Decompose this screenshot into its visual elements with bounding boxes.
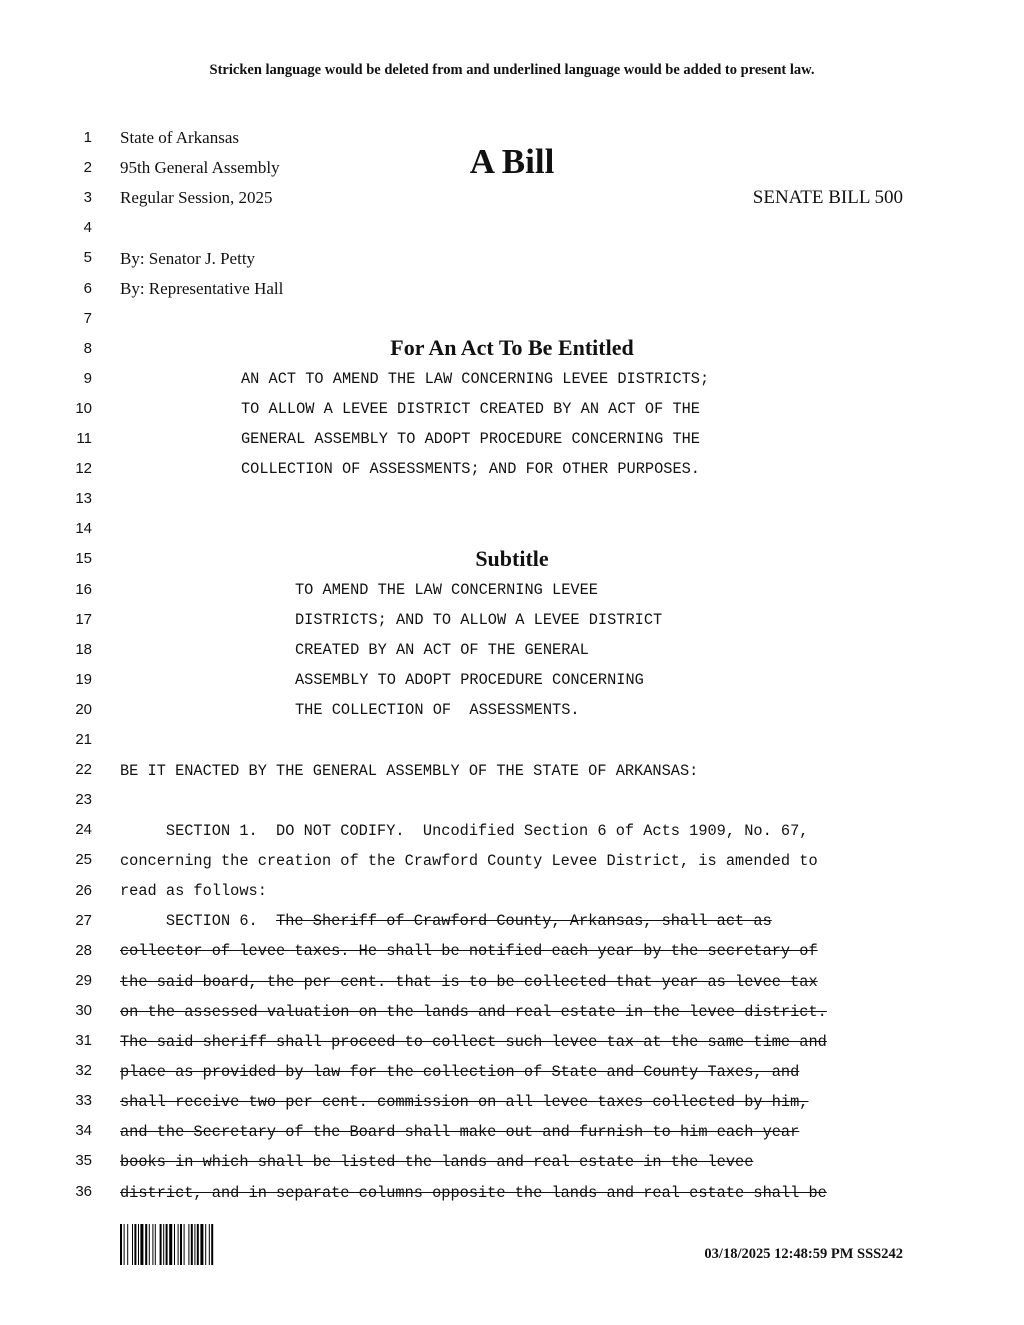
line-number: 18 (75, 640, 92, 658)
stricken-line: and the Secretary of the Board shall make out and furnish to him each year (120, 1123, 800, 1141)
line-number: 28 (75, 941, 92, 959)
section-6-label: SECTION 6. (120, 912, 277, 930)
act-title-line: TO ALLOW A LEVEE DISTRICT CREATED BY AN ACT OF THE (241, 400, 700, 418)
line-number: 21 (75, 731, 92, 748)
barcode-bar (188, 1224, 189, 1265)
act-title-line: GENERAL ASSEMBLY TO ADOPT PROCEDURE CONCERNING THE (241, 430, 700, 448)
line-number: 2 (83, 159, 92, 177)
enacting-clause: BE IT ENACTED BY THE GENERAL ASSEMBLY OF THE STATE OF ARKANSAS: (120, 762, 699, 780)
barcode-bar (180, 1224, 182, 1265)
line-number: 3 (83, 189, 92, 207)
barcode-bar (140, 1224, 143, 1265)
stricken-line: place as provided by law for the collection of State and County Taxes, and (120, 1063, 800, 1081)
line-number: 35 (75, 1152, 92, 1170)
bill-number: SENATE BILL 500 (752, 187, 903, 208)
line-number: 33 (75, 1092, 92, 1110)
barcode-bar (191, 1224, 193, 1265)
subtitle-line: ASSEMBLY TO ADOPT PROCEDURE CONCERNING (295, 671, 644, 689)
barcode-bar (134, 1224, 136, 1265)
barcode-bar (160, 1224, 162, 1265)
barcode-image (120, 1224, 249, 1265)
barcode-bar (132, 1224, 133, 1265)
stricken-language-notice: Stricken language would be deleted from and underlined language would be added to present law. (209, 62, 815, 78)
line-number: 4 (83, 219, 92, 237)
line-number: 14 (75, 520, 92, 538)
stricken-line: collector of levee taxes. He shall be notified each year by the secretary of (120, 942, 818, 960)
line-number: 10 (75, 399, 92, 417)
line-number: 9 (83, 369, 92, 387)
section-1-line: read as follows: (120, 882, 267, 900)
line-number: 13 (75, 490, 92, 508)
line-number: 23 (75, 791, 92, 809)
line-number: 5 (83, 249, 92, 267)
line-number: 25 (75, 851, 92, 869)
barcode-bar (138, 1224, 139, 1265)
stricken-line: on the assessed valuation on the lands and real estate in the levee district. (120, 1003, 827, 1021)
assembly-label: 95th General Assembly (120, 158, 280, 177)
line-number: 31 (75, 1032, 92, 1049)
line-number: 26 (75, 881, 92, 899)
sponsor-senator: By: Senator J. Petty (120, 249, 256, 268)
subtitle-line: DISTRICTS; AND TO ALLOW A LEVEE DISTRICT (295, 611, 663, 629)
line-number: 12 (75, 460, 92, 478)
line-number: 16 (75, 580, 92, 598)
line-number: 24 (75, 821, 92, 839)
subtitle-line: TO AMEND THE LAW CONCERNING LEVEE (295, 581, 598, 599)
line-number: 27 (75, 911, 92, 929)
line-number: 32 (75, 1062, 92, 1080)
barcode-bar (169, 1224, 172, 1265)
line-number: 20 (75, 700, 92, 718)
act-title-line: COLLECTION OF ASSESSMENTS; AND FOR OTHER PURPOSES. (241, 460, 700, 478)
state-label: State of Arkansas (120, 128, 239, 147)
section-1-line: concerning the creation of the Crawford County Levee District, is amended to (120, 852, 818, 870)
barcode-bar (205, 1224, 206, 1265)
stricken-line: The said sheriff shall proceed to collect such levee tax at the same time and (120, 1033, 827, 1051)
line-number: 34 (75, 1122, 92, 1140)
barcode-bar (124, 1224, 125, 1265)
line-number: 1 (83, 129, 92, 146)
stricken-line: books in which shall be listed the lands and real estate in the levee (120, 1153, 754, 1171)
section-6-line (120, 911, 772, 931)
line-number: 36 (75, 1182, 92, 1200)
line-number: 17 (75, 610, 92, 628)
line-number: 11 (76, 430, 92, 447)
stricken-line: shall receive two per cent. commission on all levee taxes collected by him, (120, 1093, 809, 1111)
line-number: 22 (75, 761, 92, 779)
barcode-bar (200, 1224, 203, 1265)
stricken-text: The Sheriff of Crawford County, Arkansas, shall act as (276, 912, 772, 930)
barcode-bar (127, 1224, 128, 1265)
barcode-bar (152, 1224, 153, 1265)
line-number: 6 (83, 279, 92, 297)
subtitle-line: THE COLLECTION OF ASSESSMENTS. (295, 701, 580, 719)
section-1-line: SECTION 1. DO NOT CODIFY. Uncodified Section 6 of Acts 1909, No. 67, (120, 822, 809, 840)
barcode-bar (211, 1224, 213, 1265)
barcode-bar (120, 1224, 122, 1265)
barcode-bar (163, 1224, 164, 1265)
barcode-bar (149, 1224, 150, 1265)
subtitle-line: CREATED BY AN ACT OF THE GENERAL (295, 641, 589, 659)
bill-title: A Bill (469, 142, 555, 181)
sponsor-representative: By: Representative Hall (120, 279, 284, 298)
line-number: 15 (75, 550, 92, 568)
barcode-bar (197, 1224, 199, 1265)
barcode-bar (178, 1224, 179, 1265)
line-number: 8 (83, 339, 92, 357)
subtitle-heading: Subtitle (475, 546, 549, 571)
line-number: 30 (75, 1001, 92, 1019)
line-number: 19 (75, 670, 92, 688)
stricken-line: district, and in separate columns opposite the lands and real estate shall be (120, 1184, 827, 1202)
barcode-bar (166, 1224, 168, 1265)
line-number: 29 (75, 971, 92, 989)
footer-timestamp: 03/18/2025 12:48:59 PM SSS242 (704, 1246, 903, 1262)
barcode-bar (184, 1224, 185, 1265)
barcode-bar (209, 1224, 210, 1265)
act-title-line: AN ACT TO AMEND THE LAW CONCERNING LEVEE DISTRICTS; (241, 370, 710, 388)
barcode-bar (174, 1224, 175, 1265)
barcode-bar (194, 1224, 195, 1265)
barcode-bar (155, 1224, 156, 1265)
entitled-heading: For An Act To Be Entitled (390, 335, 634, 360)
line-number: 7 (83, 309, 92, 327)
session-label: Regular Session, 2025 (120, 188, 273, 207)
barcode-bar (145, 1224, 147, 1265)
stricken-line: the said board, the per cent. that is to be collected that year as levee tax (120, 973, 818, 991)
